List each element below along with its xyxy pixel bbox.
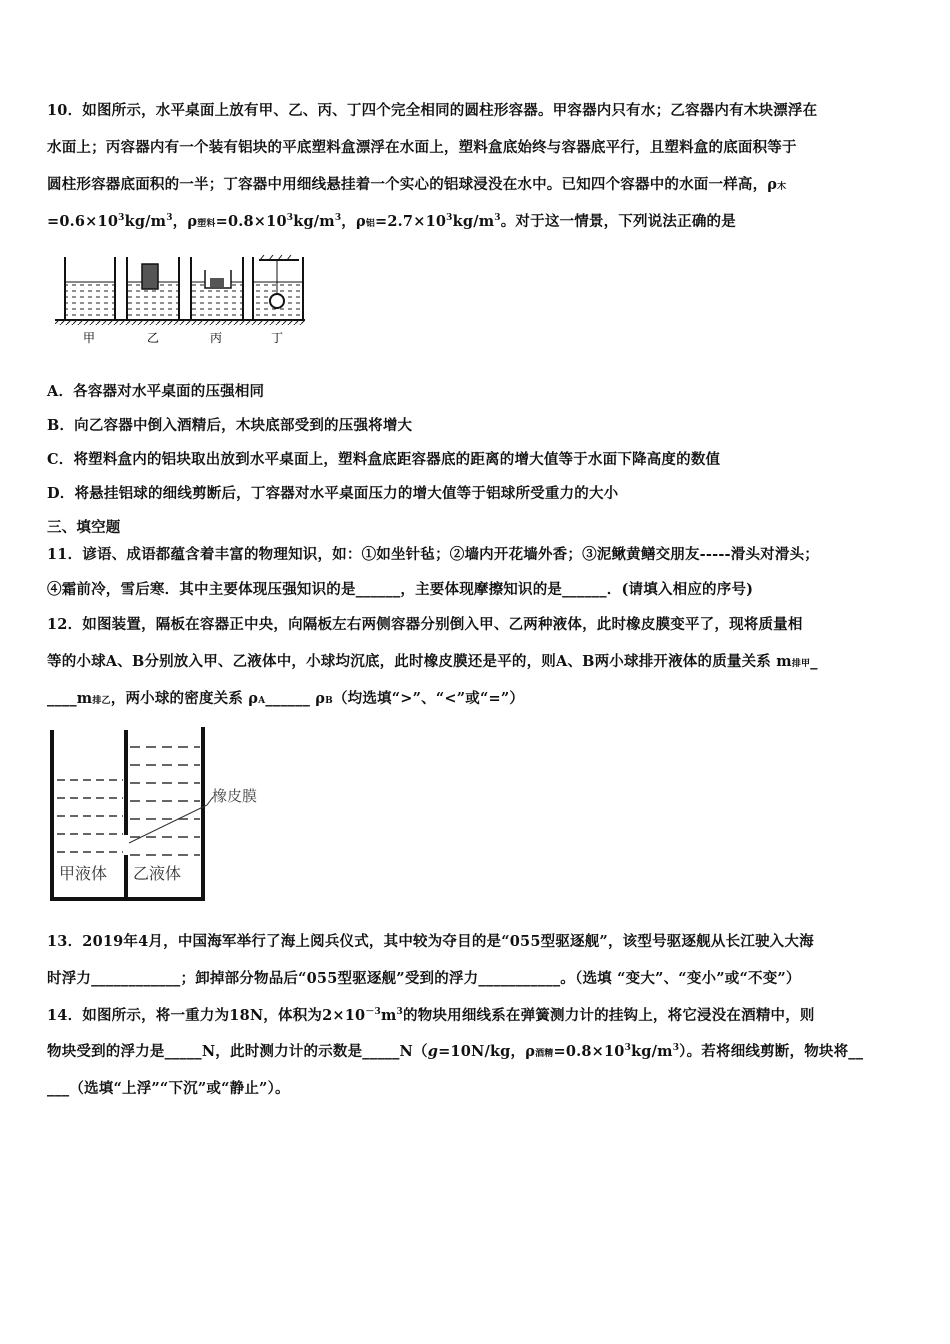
- container-ding: [253, 255, 303, 320]
- q13-line-2: 时浮力____________；卸掉部分物品后“055型驱逐舰”受到的浮力___________。（选填 “变大”、“变小”或“不变”）: [47, 970, 801, 987]
- q10-line-1: 10．如图所示，水平桌面上放有甲、乙、丙、丁四个完全相同的圆柱形容器。甲容器内只有水；乙容器内有木块漂浮在: [47, 102, 818, 119]
- label-yi: 乙: [147, 331, 160, 345]
- container-yi: [127, 257, 179, 320]
- q14-line-2: 物块受到的浮力是_____N，此时测力计的示数是_____N（g=10N/kg，ρ酒精$=0.8\times 10^3kg/m^3$）。若将细线剪断，物块将__: [47, 1043, 864, 1060]
- label-jia: 甲: [83, 331, 96, 345]
- label-ding: 丁: [271, 331, 284, 345]
- q10-line-3: 圆柱形容器底面积的一半；丁容器中用细线悬挂着一个实心的铝球浸没在水中。已知四个容器中的水面一样高，ρ木: [47, 176, 787, 193]
- q10-figure: [55, 252, 315, 350]
- q10-option-b: B．向乙容器中倒入酒精后，木块底部受到的压强将增大: [47, 417, 413, 434]
- q10-line-4: $=0.6\times 10^3kg/m^3$，ρ塑料$=0.8\times 10^3kg/m^3$，ρ铝$=2.7\times 10^3kg/m^3$。对于这一情景，下列说法正确的是: [47, 213, 736, 230]
- q10-option-a: A．各容器对水平桌面的压强相同: [47, 383, 265, 400]
- section-heading: 三、填空题: [47, 519, 121, 536]
- q12-line-1: 12．如图装置，隔板在容器正中央，向隔板左右两侧容器分别倒入甲、乙两种液体，此时橡皮膜变平了，现将质量相: [47, 616, 803, 633]
- q10-line-2: 水面上；丙容器内有一个装有铝块的平底塑料盒漂浮在水面上，塑料盒底始终与容器底平行，且塑料盒的底面积等于: [47, 139, 797, 156]
- label-bing: 丙: [210, 331, 223, 345]
- q10-option-d: D．将悬挂铝球的细线剪断后，丁容器对水平桌面压力的增大值等于铝球所受重力的大小: [47, 485, 619, 502]
- q14-line-3: ___（选填“上浮”“下沉”或“静止”）。: [47, 1080, 290, 1097]
- container-bing: [191, 257, 243, 320]
- right-liquid-label: 乙液体: [133, 864, 182, 883]
- q12-line-3: ____m排乙，两小球的密度关系 ρA______ ρB（均选填“>”、“<”或“=”）: [47, 690, 525, 707]
- q12-line-2: 等的小球A、B分别放入甲、乙液体中，小球均沉底，此时橡皮膜还是平的，则A、B两小球排开液体的质量关系 m排甲_: [47, 653, 818, 670]
- container-jia: [65, 257, 115, 320]
- q10-option-c: C．将塑料盒内的铝块取出放到水平桌面上，塑料盒底距容器底的距离的增大值等于水面下降高度的数值: [47, 451, 721, 468]
- q13-line-1: 13．2019年4月，中国海军举行了海上阅兵仪式，其中较为夺目的是“055型驱逐舰”，该型号驱逐舰从长江驶入大海: [47, 933, 814, 950]
- q11-line-2: ④霜前冷，雪后寒．其中主要体现压强知识的是______，主要体现摩擦知识的是______．(请填入相应的序号): [47, 581, 754, 598]
- q12-figure: [45, 725, 285, 905]
- left-liquid-label: 甲液体: [59, 864, 108, 883]
- q11-line-1: 11．谚语、成语都蕴含着丰富的物理知识，如：①如坐针毡；②墙内开花墙外香；③泥鳅黄鳝交朋友-----滑头对滑头；: [47, 546, 819, 563]
- membrane-label: 橡皮膜: [212, 787, 258, 805]
- q14-line-1: 14．如图所示，将一重力为18N，体积为$2\times 10^{-3}m^3$的物块用细线系在弹簧测力计的挂钩上，将它浸没在酒精中，则: [47, 1007, 815, 1024]
